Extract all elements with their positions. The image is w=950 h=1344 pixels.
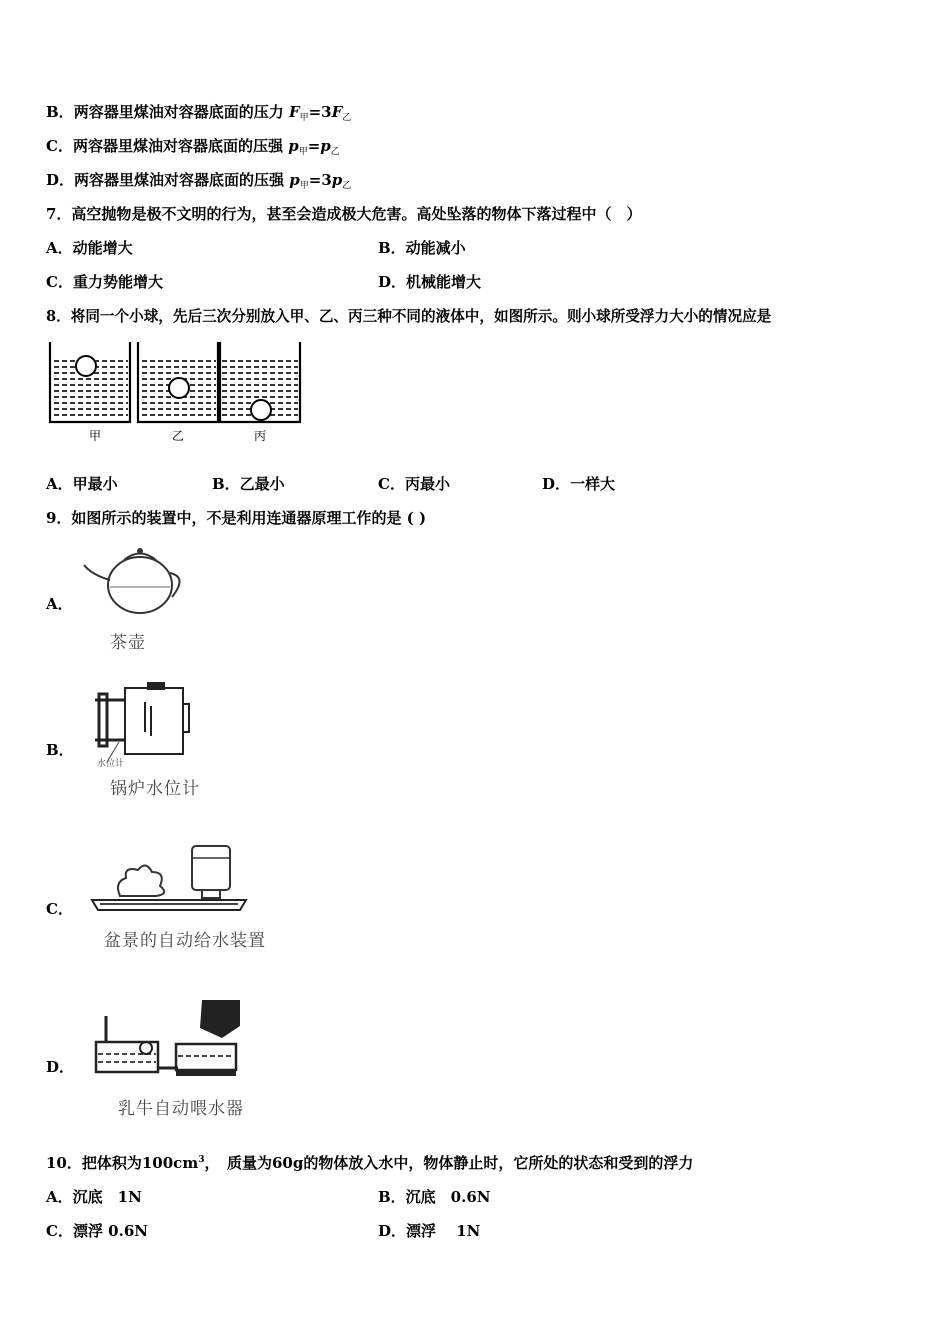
- q9-option-a-label: A．: [46, 595, 73, 613]
- q9-option-c-label: C．: [46, 900, 73, 918]
- option-text: 两容器里煤油对容器底面的压强: [74, 171, 285, 189]
- label-yi: 乙: [172, 429, 185, 443]
- q6-option-c: [46, 136, 340, 159]
- q7-option-c: C．重力势能增大: [46, 273, 163, 291]
- q10-option-a: A．沉底 1N: [46, 1188, 142, 1206]
- cow-feeder-figure: [92, 998, 242, 1082]
- equals: =3: [308, 171, 332, 189]
- ball-jia: [76, 356, 96, 376]
- q6-option-d: [46, 170, 351, 193]
- bonsai-icon: [90, 838, 248, 916]
- teapot-figure: [80, 545, 190, 620]
- subscript: 乙: [342, 113, 352, 123]
- subscript: 乙: [330, 147, 340, 157]
- option-text: 两容器里煤油对容器底面的压强: [72, 137, 283, 155]
- superscript: 3: [198, 1155, 205, 1165]
- q7-option-b: B．动能减小: [378, 239, 466, 257]
- boiler-caption: 锅炉水位计: [110, 779, 200, 799]
- q8-option-c: C．丙最小: [378, 475, 450, 493]
- q10-stem-part2: ， 质量为60g的物体放入水中，物体静止时，它所处的状态和受到的浮力: [204, 1154, 694, 1172]
- option-text: 两容器里煤油对容器底面的压力: [73, 103, 284, 121]
- bonsai-caption: 盆景的自动给水装置: [104, 931, 266, 951]
- teapot-icon: [80, 545, 190, 620]
- teapot-caption: 茶壶: [110, 633, 146, 653]
- subscript: 甲: [299, 113, 309, 123]
- q9-option-b-label: B．: [46, 741, 74, 759]
- q8-option-b: B．乙最小: [212, 475, 285, 493]
- equals: =3: [308, 103, 332, 121]
- q8-option-d: D．一样大: [542, 475, 616, 493]
- q10-option-c: C．漂浮 0.6N: [46, 1222, 148, 1240]
- q8-beakers-figure: [46, 340, 304, 448]
- q9-option-d-label: D．: [46, 1058, 75, 1076]
- q8-stem: 8．将同一个小球，先后三次分别放入甲、乙、丙三种不同的液体中，如图所示。则小球所受浮力大小的情况应是: [46, 308, 772, 325]
- var: p: [320, 137, 331, 155]
- q10-option-d: D．漂浮 1N: [378, 1222, 481, 1240]
- var: p: [289, 171, 300, 189]
- q10-stem: [46, 1153, 693, 1176]
- label-jia: 甲: [89, 429, 102, 443]
- subscript: 甲: [298, 147, 308, 157]
- q6-option-b: [46, 102, 351, 125]
- var: F: [288, 103, 300, 121]
- bonsai-figure: [90, 838, 248, 916]
- q10-stem-part1: 10．把体积为100cm: [46, 1154, 199, 1172]
- q7-stem: 7．高空抛物是极不文明的行为，甚至会造成极大危害。高处坠落的物体下落过程中（ ）: [46, 205, 642, 223]
- subscript: 乙: [342, 181, 352, 191]
- boiler-figure: [85, 682, 195, 772]
- q9-stem: 9．如图所示的装置中，不是利用连通器原理工作的是 ( ): [46, 509, 427, 527]
- var: p: [288, 137, 299, 155]
- var: p: [331, 171, 343, 189]
- cow-feeder-caption: 乳牛自动喂水器: [118, 1099, 244, 1119]
- option-label: D．: [46, 171, 75, 189]
- q8-option-a: A．甲最小: [46, 475, 118, 493]
- subscript: 甲: [299, 181, 309, 191]
- gauge-label: 水位计: [97, 759, 125, 769]
- q7-option-d: D．机械能增大: [378, 273, 482, 291]
- equals: =: [307, 137, 321, 155]
- q10-option-b: B．沉底 0.6N: [378, 1188, 491, 1206]
- option-label: C．: [46, 137, 73, 155]
- label-bing: 丙: [254, 429, 267, 443]
- var: F: [331, 103, 343, 121]
- q7-option-a: A．动能增大: [46, 239, 133, 257]
- ball-bing: [251, 400, 271, 420]
- option-label: B．: [46, 103, 74, 121]
- ball-yi: [169, 378, 189, 398]
- cow-feeder-icon: [92, 998, 242, 1082]
